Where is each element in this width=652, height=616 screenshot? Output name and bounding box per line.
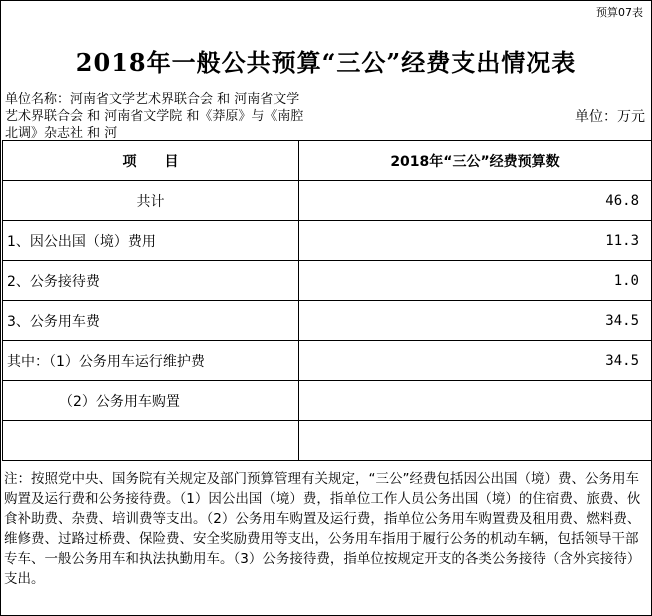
row-item (3, 421, 299, 461)
row-amount: 34.5 (299, 301, 652, 341)
row-amount (299, 381, 652, 421)
budget-table (2, 140, 652, 461)
row-amount: 46.8 (299, 181, 652, 221)
table-row (3, 421, 652, 461)
footnote: 注：按照党中央、国务院有关规定及部门预算管理有关规定，“三公”经费包括因公出国（境）费、公务用车购置及运行费和公务接待费。（1）因公出国（境）费，指单位工作人员公务出国（境）的住宿费、旅费、伙食补助费、杂费、培训费等支出。（2）公务用车购置及运行费，指单位公务用车购置费及租用费、燃料费、维修费、过路过桥费、保险费、安全奖励费用等支出，公务用车指用于履行公务的机动车辆，包括领导干部专车、一般公务用车和执法执勤用车。（3）公务接待费，指单位按规定开支的各类公务接待（含外宾接待）支出。 (4, 471, 641, 587)
row-amount (299, 421, 652, 461)
unit-name: 单位名称：河南省文学艺术界联合会 和 河南省文学艺术界联合会 和 河南省文学院 和《莽原》与《南腔北调》杂志社 和 河 (5, 92, 304, 141)
unit-label: 单位：万元 (575, 109, 645, 125)
page-title: 2018年一般公共预算“三公”经费支出情况表 (75, 48, 577, 77)
header-amount: 2018年“三公”经费预算数 (299, 141, 652, 181)
table-row (3, 181, 652, 221)
table-header-row (3, 141, 652, 181)
table-row (3, 301, 652, 341)
table-row (3, 261, 652, 301)
row-amount: 11.3 (299, 221, 652, 261)
row-item: 共计 (3, 181, 299, 221)
row-amount: 1.0 (299, 261, 652, 301)
row-item: 其中：（1）公务用车运行维护费 (3, 341, 299, 381)
row-item: 3、公务用车费 (3, 301, 299, 341)
header-item: 项 目 (3, 141, 299, 181)
row-item: 2、公务接待费 (3, 261, 299, 301)
row-item: （2）公务用车购置 (3, 381, 299, 421)
row-item: 1、因公出国（境）费用 (3, 221, 299, 261)
table-row (3, 381, 652, 421)
table-row (3, 341, 652, 381)
table-row (3, 221, 652, 261)
row-amount: 34.5 (299, 341, 652, 381)
document-code: 预算07表 (596, 6, 643, 19)
